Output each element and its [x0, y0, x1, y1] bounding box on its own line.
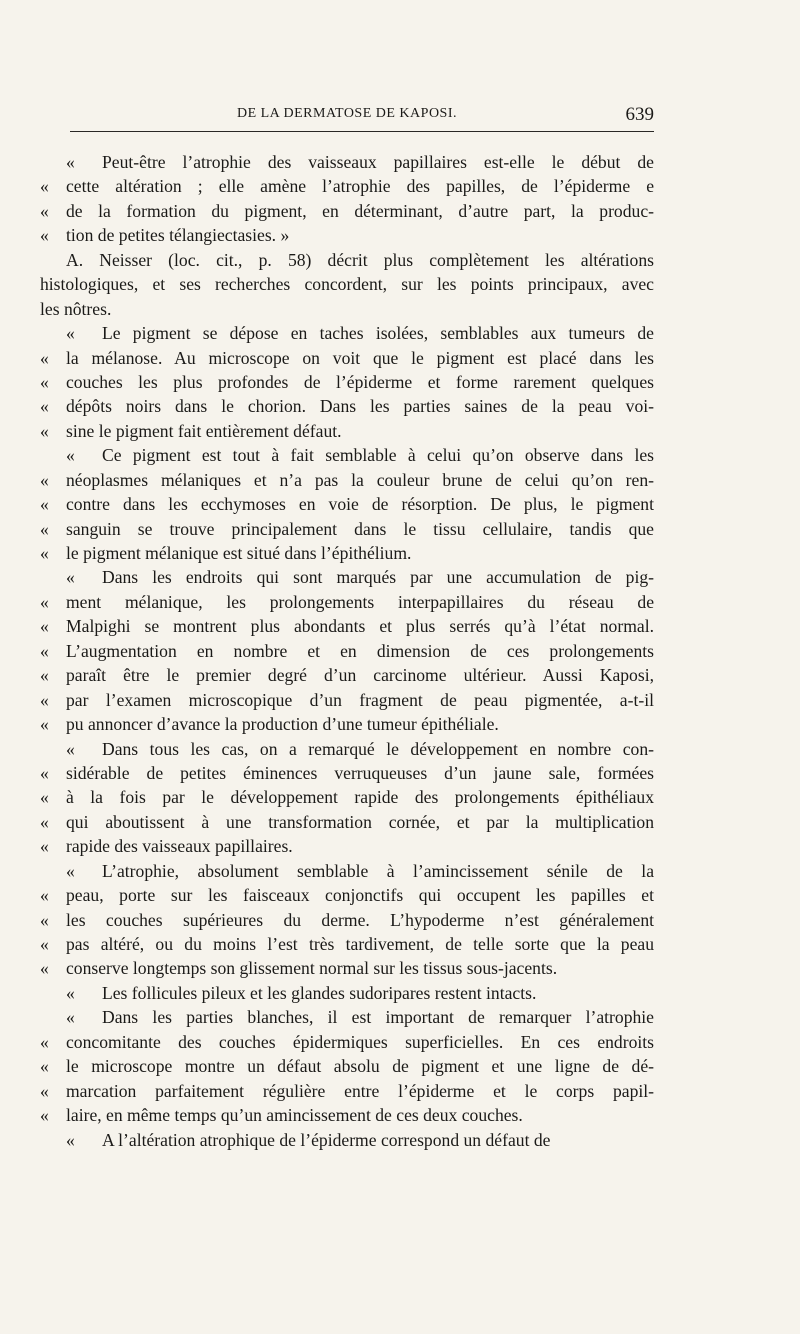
text-line — [40, 956, 654, 980]
text-line — [40, 1103, 654, 1127]
text-line — [40, 297, 654, 321]
line-text: conserve longtemps son glissement normal sur les tissus sous-jacents. — [66, 958, 558, 979]
guillemet: « — [66, 323, 75, 344]
text-line — [40, 1079, 654, 1103]
guillemet: « — [40, 494, 49, 515]
line-text: rapide des vaisseaux papillaires. — [66, 836, 293, 857]
guillemet: « — [40, 689, 49, 710]
guillemet: « — [40, 811, 49, 832]
text-line — [40, 272, 654, 296]
guillemet: « — [40, 371, 49, 392]
guillemet: « — [40, 714, 49, 735]
text-line — [40, 174, 654, 198]
text-line — [40, 321, 654, 345]
line-text: histologiques, et ses recherches concordent, sur les points principaux, avec — [40, 274, 654, 295]
text-line — [40, 761, 654, 785]
line-text: marcation parfaitement régulière entre l’épiderme et le corps papil- — [66, 1080, 654, 1101]
text-line — [40, 737, 654, 761]
guillemet: « — [66, 738, 75, 759]
header-rule — [70, 131, 654, 132]
line-text: de la formation du pigment, en déterminant, d’autre part, la produc- — [66, 200, 654, 221]
running-head — [40, 104, 654, 126]
line-text: sidérable de petites éminences verruqueuses d’un jaune sale, formées — [66, 762, 654, 783]
guillemet: « — [40, 640, 49, 661]
line-text: contre dans les ecchymoses en voie de résorption. De plus, le pigment — [66, 494, 654, 515]
text-line — [40, 712, 654, 736]
guillemet: « — [40, 518, 49, 539]
guillemet: « — [40, 762, 49, 783]
guillemet: « — [40, 616, 49, 637]
line-text: L’atrophie, absolument semblable à l’amincissement sénile de la — [102, 860, 654, 881]
text-line — [40, 223, 654, 247]
text-line — [40, 565, 654, 589]
line-text: sine le pigment fait entièrement défaut. — [66, 420, 342, 441]
line-text: pas altéré, ou du moins l’est très tardivement, de telle sorte que la peau — [66, 934, 654, 954]
text-line — [40, 908, 654, 932]
line-text: concomitante des couches épidermiques superficielles. En ces endroits — [66, 1031, 654, 1052]
text-line — [40, 639, 654, 663]
line-text: Dans les parties blanches, il est important de remarquer l’atrophie — [102, 1007, 654, 1028]
line-text: sanguin se trouve principalement dans le tissu cellulaire, tandis que — [66, 518, 654, 539]
line-text: couches les plus profondes de l’épiderme et forme rarement quelques — [66, 371, 654, 392]
text-line — [40, 883, 654, 907]
line-text: le pigment mélanique est situé dans l’épithélium. — [66, 543, 412, 563]
text-line — [40, 932, 654, 956]
text-line — [40, 541, 654, 565]
text-line — [40, 590, 654, 614]
text-line — [40, 1030, 654, 1054]
text-line — [40, 785, 654, 809]
guillemet: « — [40, 225, 49, 246]
text-line — [40, 663, 654, 687]
guillemet: « — [66, 152, 75, 172]
line-text: les couches supérieures du derme. L’hypoderme n’est généralement — [66, 909, 654, 930]
text-line — [40, 859, 654, 883]
page-number: 639 — [625, 104, 654, 125]
guillemet: « — [40, 1031, 49, 1052]
text-line — [40, 394, 654, 418]
text-line — [40, 834, 654, 858]
guillemet: « — [40, 909, 49, 930]
text-line — [40, 1005, 654, 1029]
guillemet: « — [40, 958, 49, 979]
line-text: néoplasmes mélaniques et n’a pas la couleur brune de celui qu’on ren- — [66, 469, 654, 490]
guillemet: « — [66, 982, 75, 1003]
text-line — [40, 810, 654, 834]
line-text: tion de petites télangiectasies. » — [66, 225, 290, 246]
text-line — [40, 199, 654, 223]
line-text: Ce pigment est tout à fait semblable à celui qu’on observe dans les — [102, 445, 654, 466]
guillemet: « — [40, 1056, 49, 1077]
line-text: par l’examen microscopique d’un fragment de peau pigmentée, a-t-il — [66, 689, 654, 710]
guillemet: « — [66, 1129, 75, 1150]
text-line — [40, 419, 654, 443]
guillemet: « — [40, 543, 49, 563]
text-line — [40, 443, 654, 467]
guillemet: « — [40, 1105, 49, 1126]
guillemet: « — [40, 420, 49, 441]
line-text: dépôts noirs dans le chorion. Dans les parties saines de la peau voi- — [66, 396, 654, 417]
line-text: A. Neisser (loc. cit., p. 58) décrit plus complètement les altérations — [66, 249, 654, 270]
line-text: peau, porte sur les faisceaux conjonctifs qui occupent les papilles et — [66, 885, 654, 906]
line-text: Peut-être l’atrophie des vaisseaux papillaires est-elle le début de — [102, 152, 654, 172]
text-line — [40, 468, 654, 492]
guillemet: « — [40, 787, 49, 808]
line-text: paraît être le premier degré d’un carcinome ultérieur. Aussi Kaposi, — [66, 665, 654, 686]
running-title: DE LA DERMATOSE DE KAPOSI. — [236, 106, 458, 121]
guillemet: « — [40, 591, 49, 612]
text-line — [40, 517, 654, 541]
guillemet: « — [40, 469, 49, 490]
line-text: laire, en même temps qu’un amincissement de ces deux couches. — [66, 1105, 523, 1126]
line-text: Les follicules pileux et les glandes sudoripares restent intacts. — [102, 982, 537, 1003]
text-line — [40, 248, 654, 272]
text-line — [40, 346, 654, 370]
guillemet: « — [40, 934, 49, 954]
line-text: Malpighi se montrent plus abondants et plus serrés qu’à l’état normal. — [66, 616, 654, 637]
guillemet: « — [40, 347, 49, 368]
line-text: Dans les endroits qui sont marqués par une accumulation de pig- — [102, 567, 654, 588]
text-line — [40, 1054, 654, 1078]
line-text: pu annoncer d’avance la production d’une tumeur épithéliale. — [66, 714, 499, 735]
text-line — [40, 981, 654, 1005]
guillemet: « — [40, 836, 49, 857]
text-line — [40, 492, 654, 516]
guillemet: « — [66, 445, 75, 466]
guillemet: « — [40, 885, 49, 906]
line-text: Le pigment se dépose en taches isolées, semblables aux tumeurs de — [102, 323, 654, 344]
line-text: à la fois par le développement rapide des prolongements épithéliaux — [66, 787, 654, 808]
guillemet: « — [66, 860, 75, 881]
line-text: L’augmentation en nombre et en dimension de ces prolongements — [66, 640, 654, 661]
guillemet: « — [66, 1007, 75, 1028]
text-line — [40, 688, 654, 712]
line-text: la mélanose. Au microscope on voit que le pigment est placé dans les — [66, 347, 654, 368]
line-text: les nôtres. — [40, 298, 112, 319]
guillemet: « — [40, 200, 49, 221]
line-text: ment mélanique, les prolongements interpapillaires du réseau de — [66, 591, 654, 612]
guillemet: « — [40, 176, 49, 197]
text-line — [40, 150, 654, 174]
guillemet: « — [66, 567, 75, 588]
text-line — [40, 1128, 654, 1152]
guillemet: « — [40, 396, 49, 417]
line-text: le microscope montre un défaut absolu de pigment et une ligne de dé- — [66, 1056, 654, 1077]
guillemet: « — [40, 665, 49, 686]
guillemet: « — [40, 1080, 49, 1101]
line-text: A l’altération atrophique de l’épiderme correspond un défaut de — [102, 1129, 551, 1150]
line-text: Dans tous les cas, on a remarqué le développement en nombre con- — [102, 738, 654, 759]
text-line — [40, 370, 654, 394]
text-line — [40, 614, 654, 638]
line-text: qui aboutissent à une transformation cornée, et par la multiplication — [66, 811, 654, 832]
line-text: cette altération ; elle amène l’atrophie des papilles, de l’épiderme e — [66, 176, 654, 197]
body-text — [40, 150, 654, 1152]
